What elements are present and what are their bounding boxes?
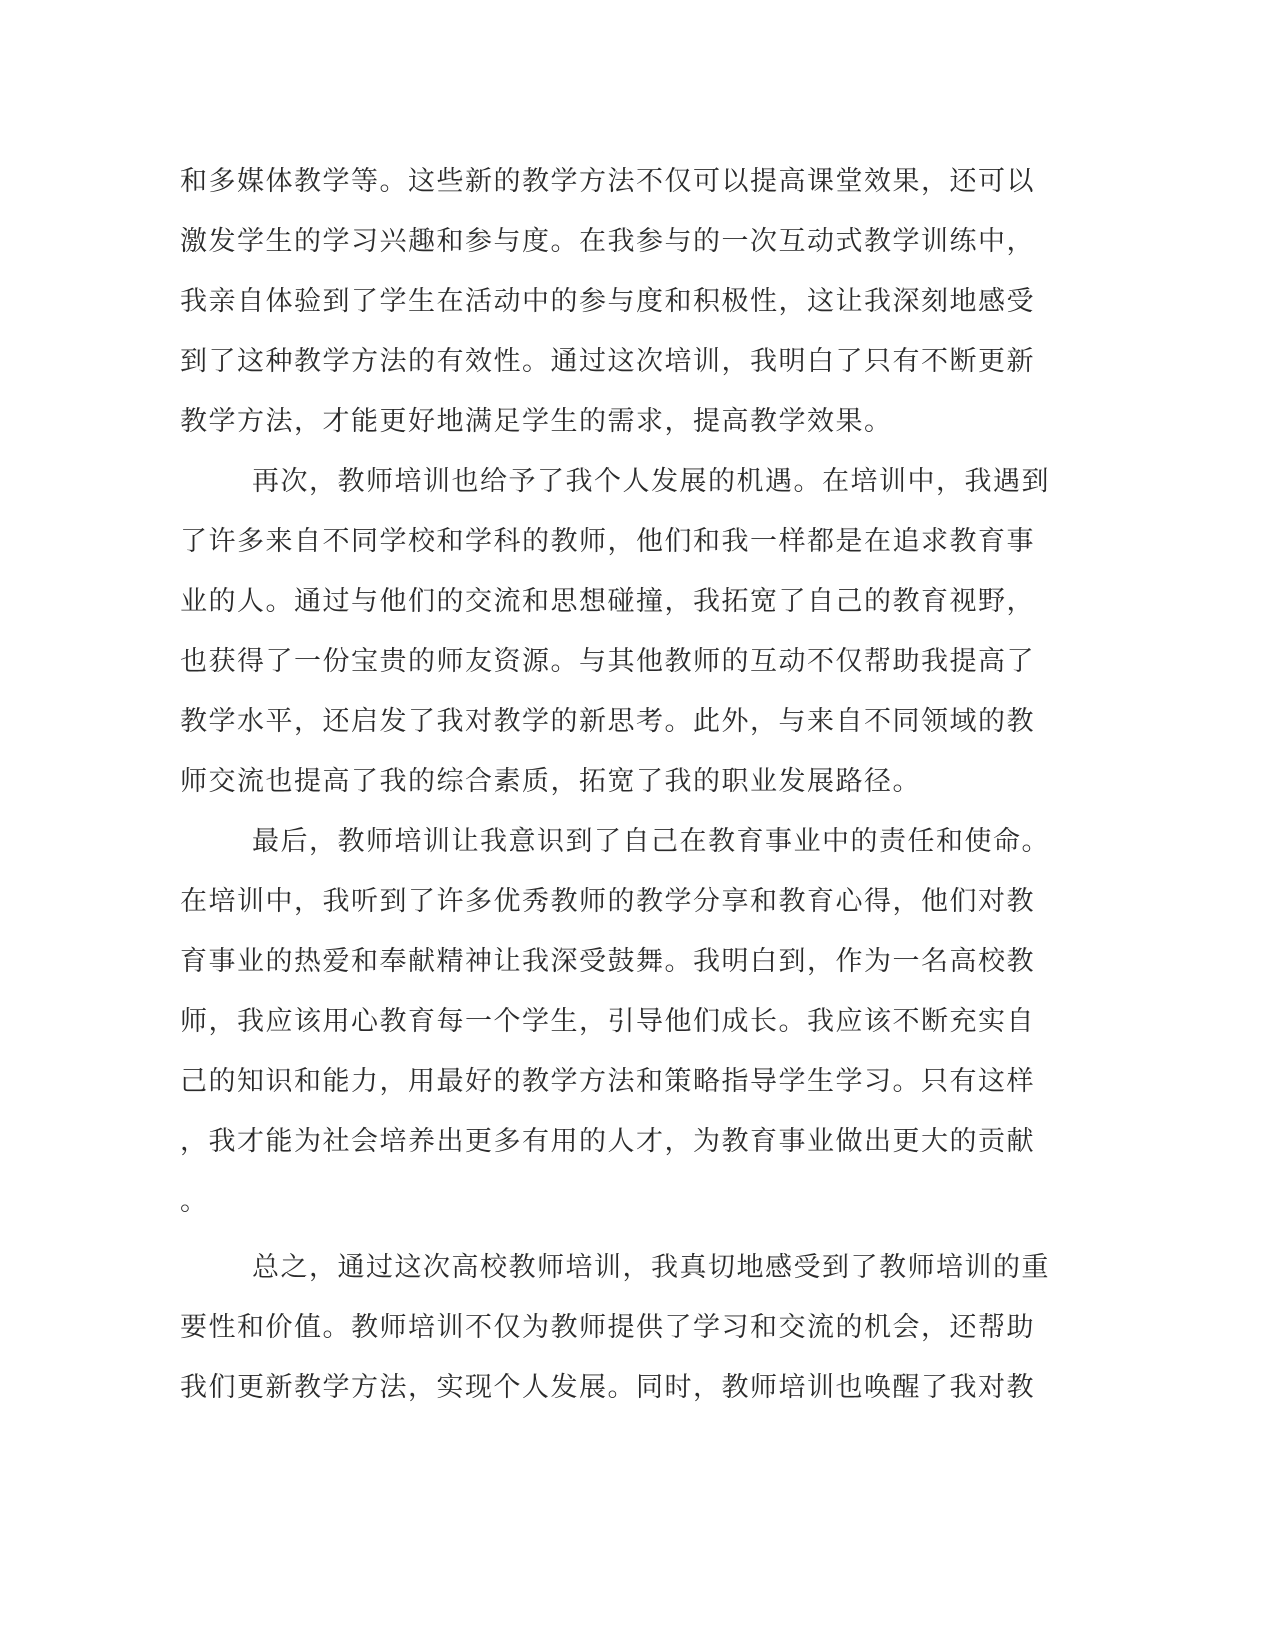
text-line: ，我才能为社会培养出更多有用的人才，为教育事业做出更大的贡献 [180,1126,1035,1157]
text-line: 到了这种教学方法的有效性。通过这次培训，我明白了只有不断更新 [180,346,1035,377]
text-line: 了许多来自不同学校和学科的教师，他们和我一样都是在追求教育事 [180,526,1035,557]
text-line: 教学水平，还启发了我对教学的新思考。此外，与来自不同领域的教 [180,706,1035,737]
text-line: 教学方法，才能更好地满足学生的需求，提高教学效果。 [180,406,893,437]
text-line: 和多媒体教学等。这些新的教学方法不仅可以提高课堂效果，还可以 [180,166,1035,197]
text-line: 己的知识和能力，用最好的教学方法和策略指导学生学习。只有这样 [180,1066,1035,1097]
text-line: 我们更新教学方法，实现个人发展。同时，教师培训也唤醒了我对教 [180,1372,1035,1403]
text-line: 师，我应该用心教育每一个学生，引导他们成长。我应该不断充实自 [180,1006,1035,1037]
paragraph-start-line: 再次，教师培训也给予了我个人发展的机遇。在培训中，我遇到 [252,466,1050,497]
text-line: 。 [180,1186,209,1217]
text-line: 师交流也提高了我的综合素质，拓宽了我的职业发展路径。 [180,766,921,797]
paragraph-start-line: 最后，教师培训让我意识到了自己在教育事业中的责任和使命。 [252,826,1050,857]
text-line: 要性和价值。教师培训不仅为教师提供了学习和交流的机会，还帮助 [180,1312,1035,1343]
text-line: 也获得了一份宝贵的师友资源。与其他教师的互动不仅帮助我提高了 [180,646,1035,677]
text-line: 我亲自体验到了学生在活动中的参与度和积极性，这让我深刻地感受 [180,286,1035,317]
text-line: 育事业的热爱和奉献精神让我深受鼓舞。我明白到，作为一名高校教 [180,946,1035,977]
text-line: 业的人。通过与他们的交流和思想碰撞，我拓宽了自己的教育视野， [180,586,1035,617]
text-line: 在培训中，我听到了许多优秀教师的教学分享和教育心得，他们对教 [180,886,1035,917]
paragraph-start-line: 总之，通过这次高校教师培训，我真切地感受到了教师培训的重 [252,1252,1050,1283]
text-line: 激发学生的学习兴趣和参与度。在我参与的一次互动式教学训练中， [180,226,1035,257]
body-text [180,152,1050,1418]
